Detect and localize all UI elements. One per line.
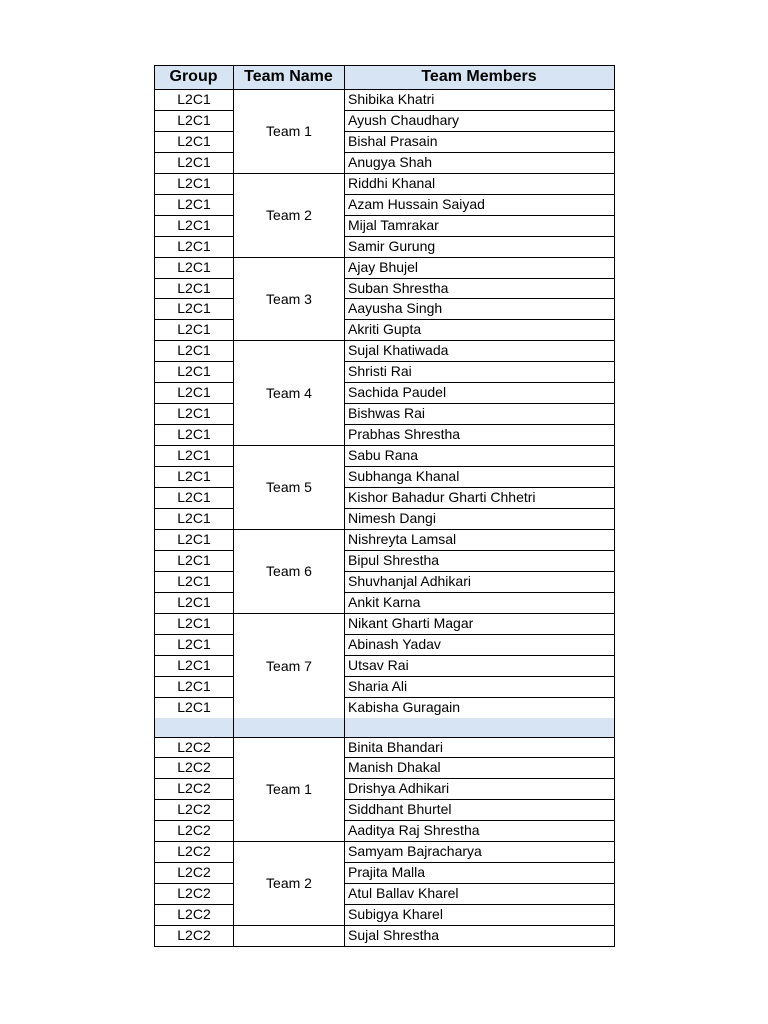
grid-line: [233, 737, 234, 841]
member-cell: Suban Shrestha: [348, 280, 449, 296]
group-cell: L2C1: [177, 552, 211, 568]
group-cell: L2C1: [177, 196, 211, 212]
grid-line: [344, 841, 345, 925]
member-cell: Ankit Karna: [348, 594, 421, 610]
team-name-cell: Team 3: [266, 290, 312, 307]
member-cell: Azam Hussain Saiyad: [348, 196, 485, 212]
group-cell: L2C1: [177, 342, 211, 358]
group-cell: L2C1: [177, 217, 211, 233]
group-cell: L2C1: [177, 133, 211, 149]
team-name-cell: Team 4: [266, 384, 312, 401]
group-cell: L2C1: [177, 426, 211, 442]
section-separator: [154, 718, 233, 737]
group-cell: L2C1: [177, 112, 211, 128]
group-cell: L2C1: [177, 594, 211, 610]
grid-line: [614, 173, 615, 257]
grid-line: [344, 946, 615, 947]
grid-line: [614, 737, 615, 841]
member-cell: Manish Dhakal: [348, 759, 441, 775]
group-cell: L2C1: [177, 363, 211, 379]
grid-line: [614, 841, 615, 925]
member-cell: Akriti Gupta: [348, 321, 422, 337]
member-cell: Samyam Bajracharya: [348, 843, 482, 859]
grid-line: [154, 613, 155, 718]
grid-line: [154, 718, 155, 737]
group-cell: L2C1: [177, 531, 211, 547]
group-cell: L2C2: [177, 885, 211, 901]
member-cell: Kabisha Guragain: [348, 699, 461, 715]
grid-line: [344, 257, 345, 340]
grid-line: [233, 173, 234, 257]
group-cell: L2C1: [177, 238, 211, 254]
header-group: Group: [154, 65, 233, 89]
member-cell: Sujal Shrestha: [348, 927, 440, 943]
section-separator: [234, 718, 344, 737]
group-cell: L2C2: [177, 759, 211, 775]
group-cell: L2C1: [177, 573, 211, 589]
member-cell: Bishwas Rai: [348, 405, 426, 421]
group-cell: L2C1: [177, 489, 211, 505]
group-cell: L2C2: [177, 927, 211, 943]
group-cell: L2C1: [177, 468, 211, 484]
member-cell: Drishya Adhikari: [348, 780, 450, 796]
member-cell: Prabhas Shrestha: [348, 426, 461, 442]
team-name-cell: Team 2: [266, 875, 312, 891]
member-cell: Subhanga Khanal: [348, 468, 460, 484]
group-cell: L2C1: [177, 91, 211, 107]
member-cell: Sabu Rana: [348, 447, 419, 463]
grid-line: [154, 173, 155, 257]
grid-line: [344, 173, 345, 257]
grid-line: [154, 89, 155, 173]
member-cell: Riddhi Khanal: [348, 175, 436, 191]
member-cell: Aaditya Raj Shrestha: [348, 822, 480, 838]
group-cell: L2C1: [177, 615, 211, 631]
member-cell: Bipul Shrestha: [348, 552, 440, 568]
grid-line: [614, 613, 615, 718]
grid-line: [154, 65, 615, 66]
group-cell: L2C1: [177, 259, 211, 275]
group-cell: L2C1: [177, 678, 211, 694]
grid-line: [344, 89, 345, 173]
grid-line: [344, 65, 345, 89]
team-name-cell: Team 2: [266, 207, 312, 223]
grid-line: [154, 257, 155, 340]
grid-line: [344, 925, 345, 946]
grid-line: [344, 529, 345, 613]
member-cell: Ayush Chaudhary: [348, 112, 460, 128]
group-cell: L2C1: [177, 699, 211, 715]
grid-line: [344, 718, 345, 737]
member-cell: Utsav Rai: [348, 657, 409, 673]
grid-line: [233, 613, 234, 718]
grid-line: [154, 445, 155, 529]
group-cell: L2C2: [177, 801, 211, 817]
group-cell: L2C1: [177, 657, 211, 673]
group-cell: L2C2: [177, 739, 211, 755]
group-cell: L2C1: [177, 321, 211, 337]
group-cell: L2C1: [177, 636, 211, 652]
group-cell: L2C1: [177, 300, 211, 316]
grid-line: [233, 340, 234, 445]
member-cell: Sachida Paudel: [348, 384, 447, 400]
grid-line: [233, 841, 234, 925]
member-cell: Anugya Shah: [348, 154, 433, 170]
team-name-cell: Team 1: [266, 123, 312, 139]
team-name-cell: Team 6: [266, 563, 312, 579]
header-team-name: Team Name: [233, 65, 344, 89]
team-name-cell: Team 5: [266, 479, 312, 495]
member-cell: Aayusha Singh: [348, 300, 443, 316]
member-cell: Siddhant Bhurtel: [348, 801, 452, 817]
grid-line: [614, 257, 615, 340]
grid-line: [233, 445, 234, 529]
member-cell: Samir Gurung: [348, 238, 436, 254]
grid-line: [614, 718, 615, 737]
member-cell: Prajita Malla: [348, 864, 426, 880]
grid-line: [154, 737, 155, 841]
group-cell: L2C2: [177, 822, 211, 838]
group-cell: L2C1: [177, 510, 211, 526]
member-cell: Nikant Gharti Magar: [348, 615, 474, 631]
member-cell: Subigya Kharel: [348, 906, 443, 922]
grid-line: [233, 946, 345, 947]
member-cell: Bishal Prasain: [348, 133, 438, 149]
group-cell: L2C1: [177, 384, 211, 400]
grid-line: [614, 89, 615, 173]
member-cell: Abinash Yadav: [348, 636, 441, 652]
member-cell: Nishreyta Lamsal: [348, 531, 457, 547]
member-cell: Atul Ballav Kharel: [348, 885, 459, 901]
header-team-members: Team Members: [344, 65, 614, 89]
member-cell: Binita Bhandari: [348, 739, 443, 755]
member-cell: Shristi Rai: [348, 363, 412, 379]
grid-line: [154, 529, 155, 613]
group-cell: L2C1: [177, 405, 211, 421]
grid-line: [233, 718, 234, 737]
group-cell: L2C2: [177, 906, 211, 922]
grid-line: [614, 529, 615, 613]
grid-line: [154, 340, 155, 445]
grid-line: [233, 89, 234, 173]
member-cell: Mijal Tamrakar: [348, 217, 439, 233]
grid-line: [614, 925, 615, 946]
team-name-cell: Team 1: [266, 781, 312, 797]
grid-line: [614, 340, 615, 445]
group-cell: L2C2: [177, 843, 211, 859]
member-cell: Ajay Bhujel: [348, 259, 419, 275]
grid-line: [344, 737, 345, 841]
team-name-cell: Team 7: [266, 657, 312, 674]
member-cell: Shibika Khatri: [348, 91, 435, 107]
grid-line: [154, 925, 155, 946]
member-cell: Kishor Bahadur Gharti Chhetri: [348, 489, 536, 505]
group-cell: L2C2: [177, 780, 211, 796]
member-cell: Shuvhanjal Adhikari: [348, 573, 471, 589]
grid-line: [344, 445, 345, 529]
group-cell: L2C1: [177, 175, 211, 191]
grid-line: [233, 65, 234, 89]
grid-line: [344, 613, 345, 718]
grid-line: [154, 65, 155, 89]
group-cell: L2C1: [177, 154, 211, 170]
member-cell: Sujal Khatiwada: [348, 342, 449, 358]
grid-line: [614, 65, 615, 89]
grid-line: [154, 841, 155, 925]
group-cell: L2C2: [177, 864, 211, 880]
grid-line: [233, 257, 234, 340]
group-cell: L2C1: [177, 280, 211, 296]
grid-line: [344, 340, 345, 445]
grid-line: [154, 946, 234, 947]
section-separator: [345, 718, 614, 737]
grid-line: [614, 445, 615, 529]
member-cell: Nimesh Dangi: [348, 510, 436, 526]
group-cell: L2C1: [177, 447, 211, 463]
member-cell: Sharia Ali: [348, 678, 408, 694]
team-name-cell: [234, 925, 344, 946]
grid-line: [233, 529, 234, 613]
grid-line: [233, 925, 234, 946]
